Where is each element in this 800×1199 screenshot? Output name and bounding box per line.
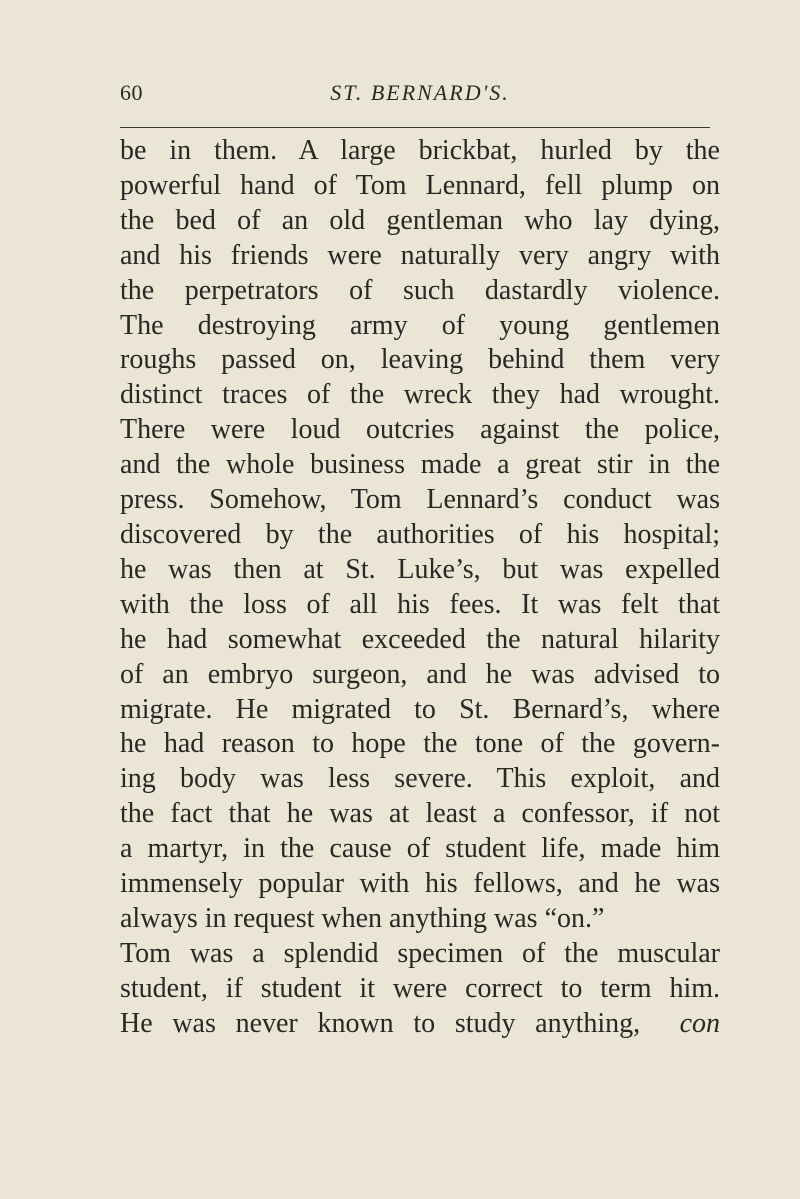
text-line: ing body was less severe. This exploit, and: [120, 763, 720, 795]
text-line: the perpetrators of such dastardly violence.: [120, 274, 720, 306]
page-header: [120, 76, 720, 116]
text-line: and the whole business made a great stir in the: [120, 449, 720, 481]
text-line: be in them. A large brickbat, hurled by the: [120, 135, 720, 166]
text-line: Tom was a splendid specimen of the muscular: [120, 937, 720, 969]
text-line: migrate. He migrated to St. Bernard’s, where: [120, 693, 720, 725]
text-line: There were loud outcries against the police,: [120, 414, 720, 446]
text-line: he had reason to hope the tone of the govern-: [120, 728, 720, 760]
text-line: immensely popular with his fellows, and he was: [120, 868, 720, 900]
text-line: distinct traces of the wreck they had wrought.: [120, 379, 720, 411]
last-text-line: [120, 1007, 720, 1042]
text-line: press. Somehow, Tom Lennard’s conduct was: [120, 484, 720, 516]
text-line: he was then at St. Luke’s, but was expelled: [120, 553, 720, 585]
text-line: with the loss of all his fees. It was felt that: [120, 588, 720, 620]
text-line: a martyr, in the cause of student life, made him: [120, 833, 720, 865]
catchword: con: [679, 1007, 720, 1039]
text-line: always in request when anything was “on.”: [120, 902, 605, 934]
text-line: the bed of an old gentleman who lay dying,: [120, 204, 720, 236]
running-head: ST. BERNARD'S.: [330, 80, 510, 105]
text-line: roughs passed on, leaving behind them very: [120, 344, 720, 376]
text-line: The destroying army of young gentlemen: [120, 309, 720, 341]
text-line: of an embryo surgeon, and he was advised to: [120, 658, 720, 690]
text-line: discovered by the authorities of his hospital;: [120, 518, 720, 550]
body-text: [120, 134, 720, 1042]
text-line-content: He was never known to study anything,: [120, 1007, 641, 1039]
text-line: the fact that he was at least a confessor, if not: [120, 798, 720, 830]
text-line: student, if student it were correct to term him.: [120, 972, 720, 1004]
text-line: he had somewhat exceeded the natural hilarity: [120, 623, 720, 655]
text-line: powerful hand of Tom Lennard, fell plump on: [120, 169, 720, 201]
text-line: and his friends were naturally very angry with: [120, 239, 720, 271]
header-rule: [120, 127, 710, 128]
page-number: 60: [120, 80, 143, 105]
